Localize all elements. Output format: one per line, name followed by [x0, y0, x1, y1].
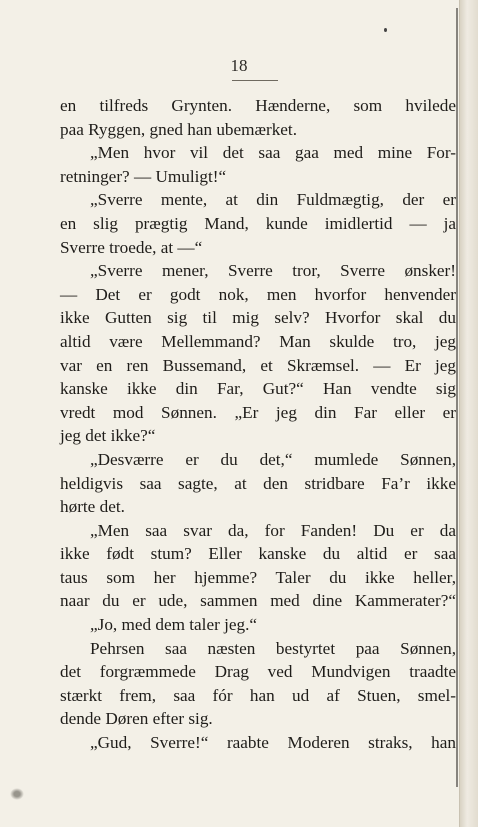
- ink-blot: [10, 788, 24, 800]
- text-line: en slig prægtig Mand, kunde imidlertid — ja: [60, 213, 456, 233]
- text-line: „Jo, med dem taler jeg.“: [90, 615, 258, 635]
- text-line: stærkt frem, saa fór han ud af Stuen, smel-: [60, 685, 456, 705]
- text-line: paa Ryggen, gned han ubemærket.: [60, 119, 298, 139]
- body-text: [60, 94, 456, 755]
- text-line: taus som her hjemme? Taler du ikke heller,: [60, 567, 456, 587]
- text-line: var en ren Bussemand, et Skræmsel. — Er jeg: [60, 355, 456, 375]
- text-line: „Desværre er du det,“ mumlede Sønnen,: [90, 449, 456, 469]
- header-rule: [232, 80, 278, 81]
- text-line: ikke Gutten sig til mig selv? Hvorfor skal du: [60, 308, 456, 328]
- text-line: Pehrsen saa næsten bestyrtet paa Sønnen,: [90, 638, 456, 658]
- text-line: heldigvis saa sagte, at den stridbare Fa’r ikke: [60, 473, 456, 493]
- page-edge: [460, 0, 478, 827]
- text-line: Sverre troede, at —“: [60, 237, 203, 257]
- text-line: — Det er godt nok, men hvorfor henvender: [60, 284, 456, 304]
- text-line: altid være Mellemmand? Man skulde tro, jeg: [60, 331, 456, 351]
- text-line: dende Døren efter sig.: [60, 709, 213, 729]
- text-line: „Men hvor vil det saa gaa med mine For-: [90, 143, 456, 163]
- text-line: „Sverre mener, Sverre tror, Sverre ønsker!: [90, 261, 456, 281]
- text-line: jeg det ikke?“: [60, 426, 156, 446]
- text-line: en tilfreds Grynten. Hænderne, som hvilede: [60, 96, 456, 115]
- text-line: „Sverre mente, at din Fuldmægtig, der er: [90, 190, 456, 210]
- text-line: „Men saa svar da, for Fanden! Du er da: [90, 520, 456, 540]
- ink-speck: [384, 28, 387, 32]
- text-line: det forgræmmede Drag ved Mundvigen traadte: [60, 662, 456, 682]
- text-line: naar du er ude, sammen med dine Kammerater?“: [60, 591, 456, 611]
- text-line: vredt mod Sønnen. „Er jeg din Far eller er: [60, 402, 456, 422]
- page-number: 18: [230, 56, 248, 75]
- text-line: retninger? — Umuligt!“: [60, 166, 227, 186]
- text-line: kanske ikke din Far, Gut?“ Han vendte sig: [60, 379, 456, 399]
- text-line: hørte det.: [60, 497, 125, 517]
- text-line: ikke født stum? Eller kanske du altid er saa: [60, 544, 456, 564]
- binding-shadow: [456, 8, 458, 787]
- text-line: „Gud, Sverre!“ raabte Moderen straks, han: [90, 733, 456, 753]
